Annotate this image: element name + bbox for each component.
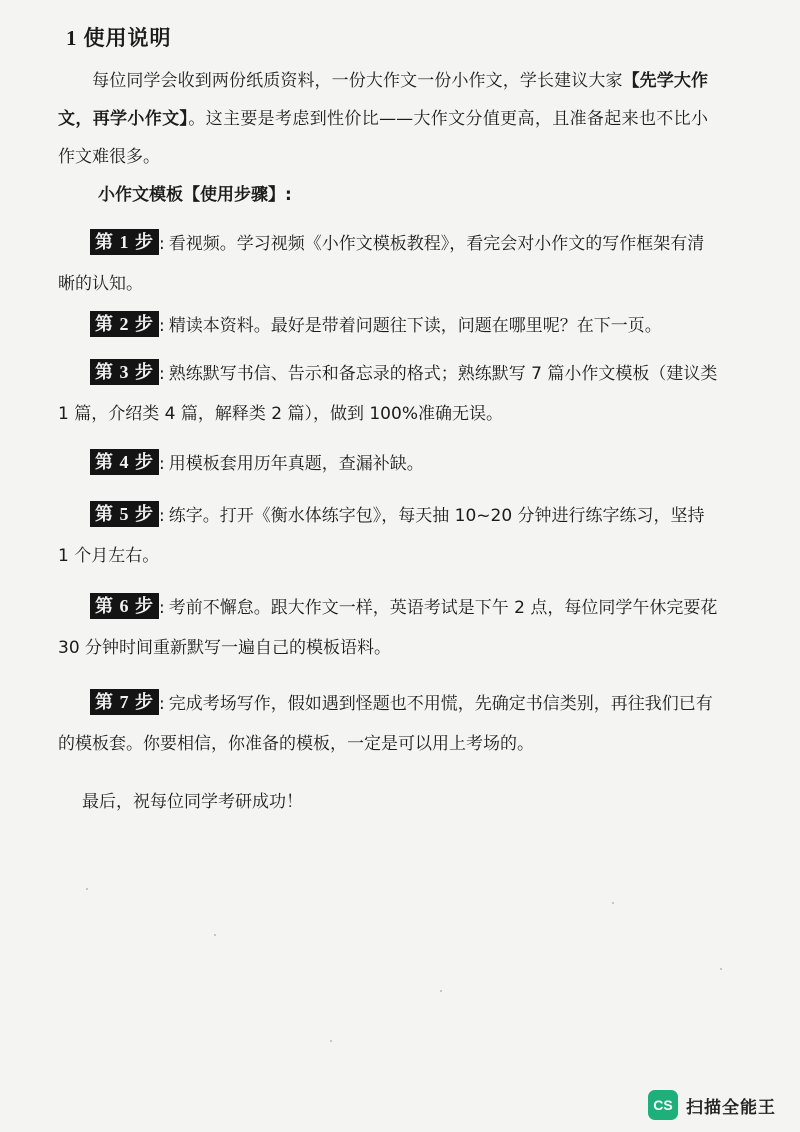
step-7: 第 7 步 : 完成考场写作，假如遇到怪题也不用慌，先确定书信类别，再往我们已有的模板套。你要相信，你准备的模板，一定是可以用上考场的。 [58,684,718,764]
step-3-label: 第 3 步 [90,359,159,385]
step-2-text: 精读本资料。最好是带着问题往下读，问题在哪里呢？在下一页。 [168,316,662,336]
intro-text-end: 。这主要是考虑到性价比——大作文分值更高，且准备起来也不比小作文难很多。 [58,109,709,167]
scan-speck [330,1040,332,1042]
step-6: 第 6 步 : 考前不懈怠。跟大作文一样，英语考试是下午 2 点，每位同学午休完要花 30 分钟时间重新默写一遍自己的模板语料。 [58,588,718,668]
step-1-text: 看视频。学习视频《小作文模板教程》，看完会对小作文的写作框架有清晰的认知。 [58,234,705,294]
closing-line: 最后，祝每位同学考研成功！ [82,792,303,812]
camscanner-label: 扫描全能王 [686,1097,776,1118]
scan-speck [214,934,216,936]
step-1-label: 第 1 步 [90,229,159,255]
intro-paragraph [58,62,708,176]
step-7-text: 完成考场写作，假如遇到怪题也不用慌，先确定书信类别，再往我们已有的模板套。你要相信，你准备的模板，一定是可以用上考场的。 [58,694,713,754]
step-5-text: 练字。打开《衡水体练字包》，每天抽 10~20 分钟进行练字练习，坚持 1 个月左右。 [58,506,705,566]
section-number: 1 [66,26,78,50]
step-6-label: 第 6 步 [90,593,159,619]
step-4-text: 用模板套用历年真题，查漏补缺。 [168,454,424,474]
step-4-label: 第 4 步 [90,449,159,475]
step-5: 第 5 步 : 练字。打开《衡水体练字包》，每天抽 10~20 分钟进行练字练习，坚持 1 个月左右。 [58,496,718,576]
step-5-label: 第 5 步 [90,501,159,527]
step-2-label: 第 2 步 [90,311,159,337]
section-heading [66,22,172,52]
steps-subheading: 小作文模板【使用步骤】: [98,185,292,205]
intro-text-start: 每位同学会收到两份纸质资料，一份大作文一份小作文，学长建议大家 [92,71,623,91]
scan-speck [86,888,88,890]
step-2: 第 2 步 : 精读本资料。最好是带着问题往下读，问题在哪里呢？在下一页。 [58,306,718,346]
step-3: 第 3 步 : 熟练默写书信、告示和备忘录的格式；熟练默写 7 篇小作文模板（建议类 1 篇，介绍类 4 篇，解释类 2 篇），做到 100%准确无误。 [58,354,718,434]
camscanner-logo-icon: CS [648,1090,678,1120]
scan-speck [440,990,442,992]
step-4: 第 4 步 : 用模板套用历年真题，查漏补缺。 [58,444,718,484]
intro-bold-advice: 【先学大作文，再学小作文】 [58,71,709,129]
step-1: 第 1 步 : 看视频。学习视频《小作文模板教程》，看完会对小作文的写作框架有清晰的认知。 [58,224,718,304]
step-3-text: 熟练默写书信、告示和备忘录的格式；熟练默写 7 篇小作文模板（建议类 1 篇，介绍类 4 篇，解释类 2 篇），做到 100%准确无误。 [58,364,718,424]
step-7-label: 第 7 步 [90,689,159,715]
section-title: 使用说明 [83,26,172,50]
scan-speck [720,968,722,970]
camscanner-watermark [648,1090,776,1120]
step-6-text: 考前不懈怠。跟大作文一样，英语考试是下午 2 点，每位同学午休完要花 30 分钟时间重新默写一遍自己的模板语料。 [58,598,718,658]
scan-speck [612,902,614,904]
